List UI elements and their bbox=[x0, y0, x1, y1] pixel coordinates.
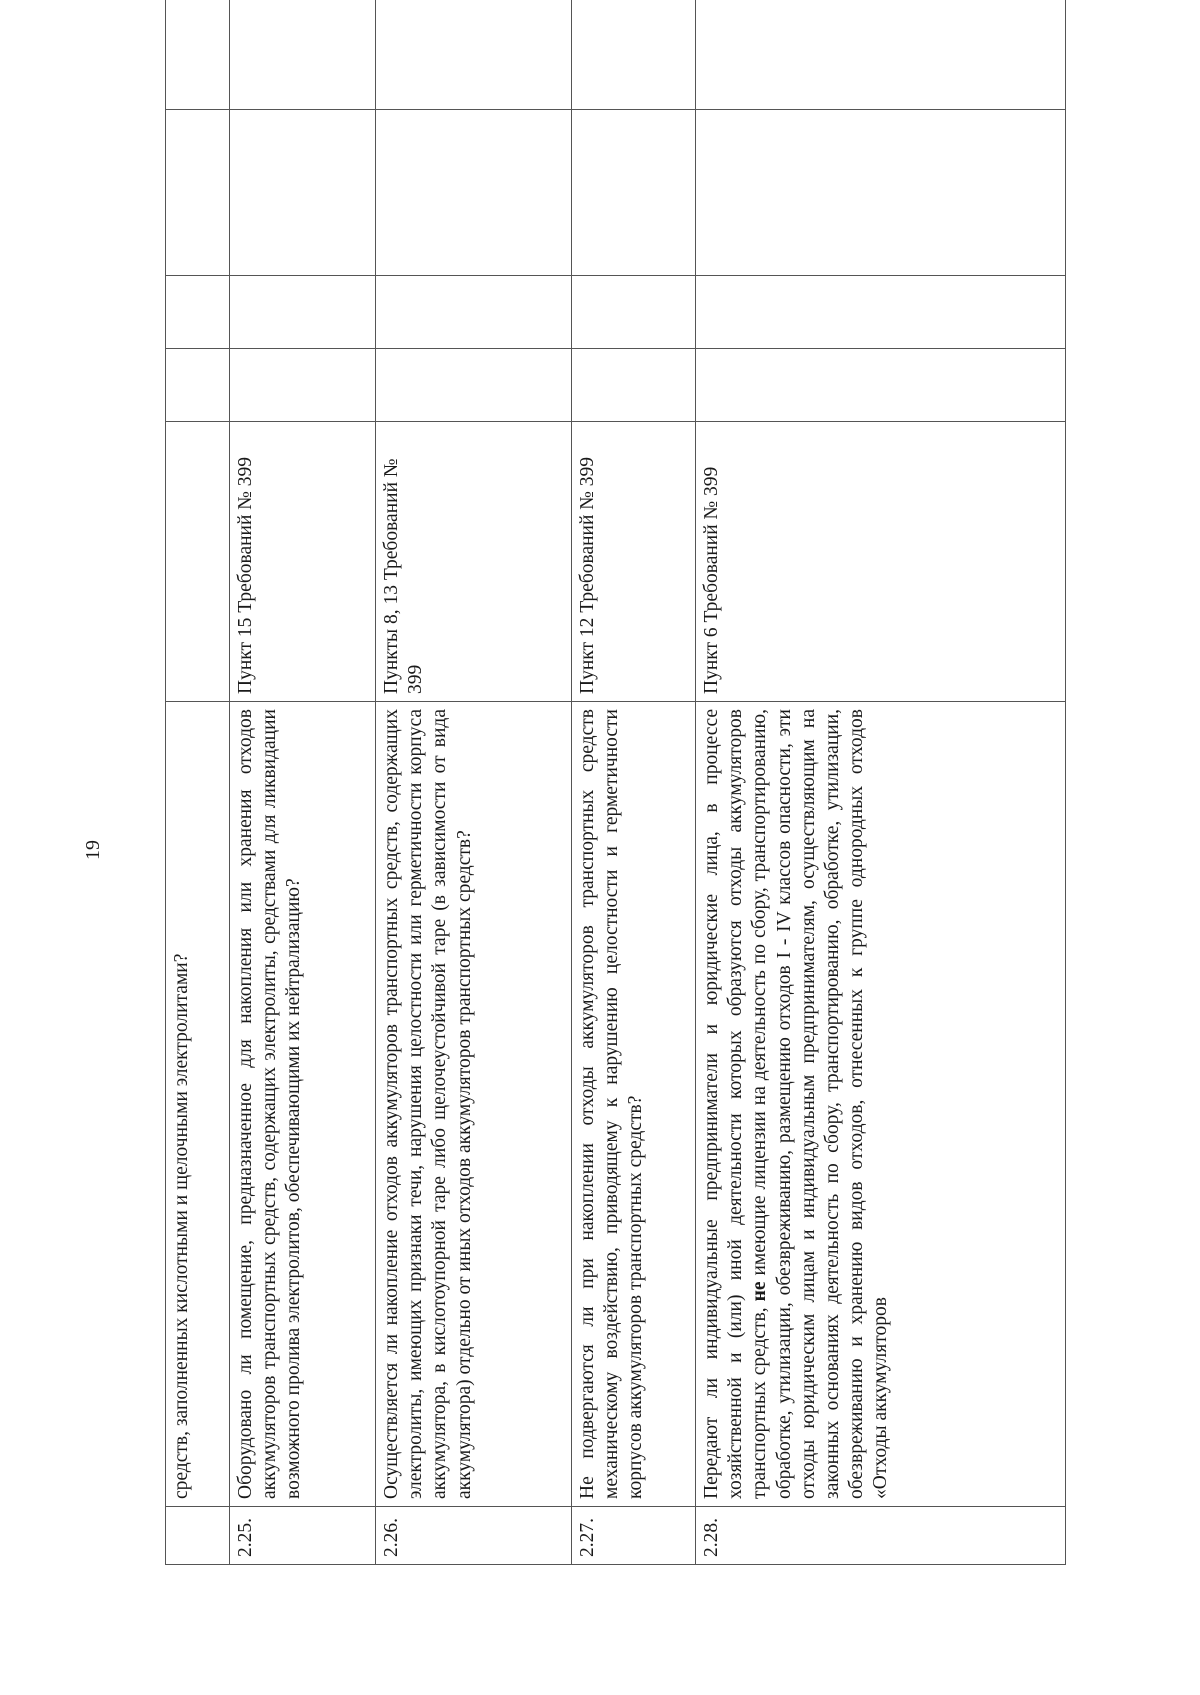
row-reference: Пункт 12 Требований № 399 bbox=[572, 422, 696, 702]
row-question: Осуществляется ли накопление отходов аккумуляторов транспортных средств, содержащих электролиты, имеющих признаки течи, нарушения целостности или герметичности корпуса аккумулятора, в кислотоупорной таре либо щелочеустойчивой таре (в зависимости от вида аккумулятора) отдельно от иных отходов аккумуляторов транспортных средств? bbox=[376, 702, 572, 1507]
notes-cell bbox=[376, 0, 572, 110]
answer-cell-no bbox=[696, 276, 1066, 349]
answer-cell-yes bbox=[376, 349, 572, 422]
row-number: 2.27. bbox=[572, 1507, 696, 1565]
notes-cell bbox=[696, 0, 1066, 110]
notes-cell bbox=[230, 0, 376, 110]
row-number: 2.25. bbox=[230, 1507, 376, 1565]
notes-cell bbox=[166, 0, 230, 110]
table-row bbox=[376, 0, 572, 1565]
answer-cell-na bbox=[376, 110, 572, 276]
answer-cell-yes bbox=[572, 349, 696, 422]
row-question: средств, заполненных кислотными и щелочными электролитами? bbox=[166, 702, 230, 1507]
row-number bbox=[166, 1507, 230, 1565]
table-row bbox=[166, 0, 230, 1565]
answer-cell-no bbox=[376, 276, 572, 349]
question-text-part: Передают ли индивидуальные предприниматели и юридические лица, в процессе хозяйственной и (или) иной деятельности которых образуются отходы аккумуляторов транспортных средств, bbox=[701, 709, 771, 1499]
row-question: Оборудовано ли помещение, предназначенное для накопления или хранения отходов аккумуляторов транспортных средств, содержащих электролиты, средствами для ликвидации возможного пролива электролитов, обеспечивающими их нейтрализацию? bbox=[230, 702, 376, 1507]
row-reference: Пункты 8, 13 Требований № 399 bbox=[376, 422, 572, 702]
answer-cell-na bbox=[166, 110, 230, 276]
question-emphasis: не bbox=[749, 1281, 771, 1302]
row-reference bbox=[166, 422, 230, 702]
answer-cell-na bbox=[572, 110, 696, 276]
table-row bbox=[696, 0, 1066, 1565]
question-text-part: имеющие лицензии на деятельность по сбору, транспортированию, обработке, утилизации, обезвреживанию, размещению отходов I - IV классов опасности, эти отходы юридическим лицам и индивидуальным предпринимателям, осуществляющим на законных основаниях деятельность по сбору, транспортированию, обработке, утилизации, обезвреживанию и хранению видов отходов, отнесенных к группе однородных отходов «Отходы аккумуляторов bbox=[749, 709, 892, 1499]
row-number: 2.26. bbox=[376, 1507, 572, 1565]
answer-cell-yes bbox=[166, 349, 230, 422]
answer-cell-yes bbox=[696, 349, 1066, 422]
row-reference: Пункт 6 Требований № 399 bbox=[696, 422, 1066, 702]
row-question: Не подвергаются ли при накоплении отходы аккумуляторов транспортных средств механическому воздействию, приводящему к нарушению целостности и герметичности корпусов аккумуляторов транспортных средств? bbox=[572, 702, 696, 1507]
answer-cell-no bbox=[166, 276, 230, 349]
answer-cell-na bbox=[696, 110, 1066, 276]
checklist-table bbox=[165, 0, 1066, 1565]
row-reference: Пункт 15 Требований № 399 bbox=[230, 422, 376, 702]
answer-cell-na bbox=[230, 110, 376, 276]
table-row bbox=[572, 0, 696, 1565]
rotated-table-wrapper bbox=[165, 105, 1065, 1565]
answer-cell-no bbox=[572, 276, 696, 349]
table-row bbox=[230, 0, 376, 1565]
answer-cell-no bbox=[230, 276, 376, 349]
answer-cell-yes bbox=[230, 349, 376, 422]
row-question bbox=[696, 702, 1066, 1507]
row-number: 2.28. bbox=[696, 1507, 1066, 1565]
page-number: 19 bbox=[82, 840, 104, 860]
notes-cell bbox=[572, 0, 696, 110]
